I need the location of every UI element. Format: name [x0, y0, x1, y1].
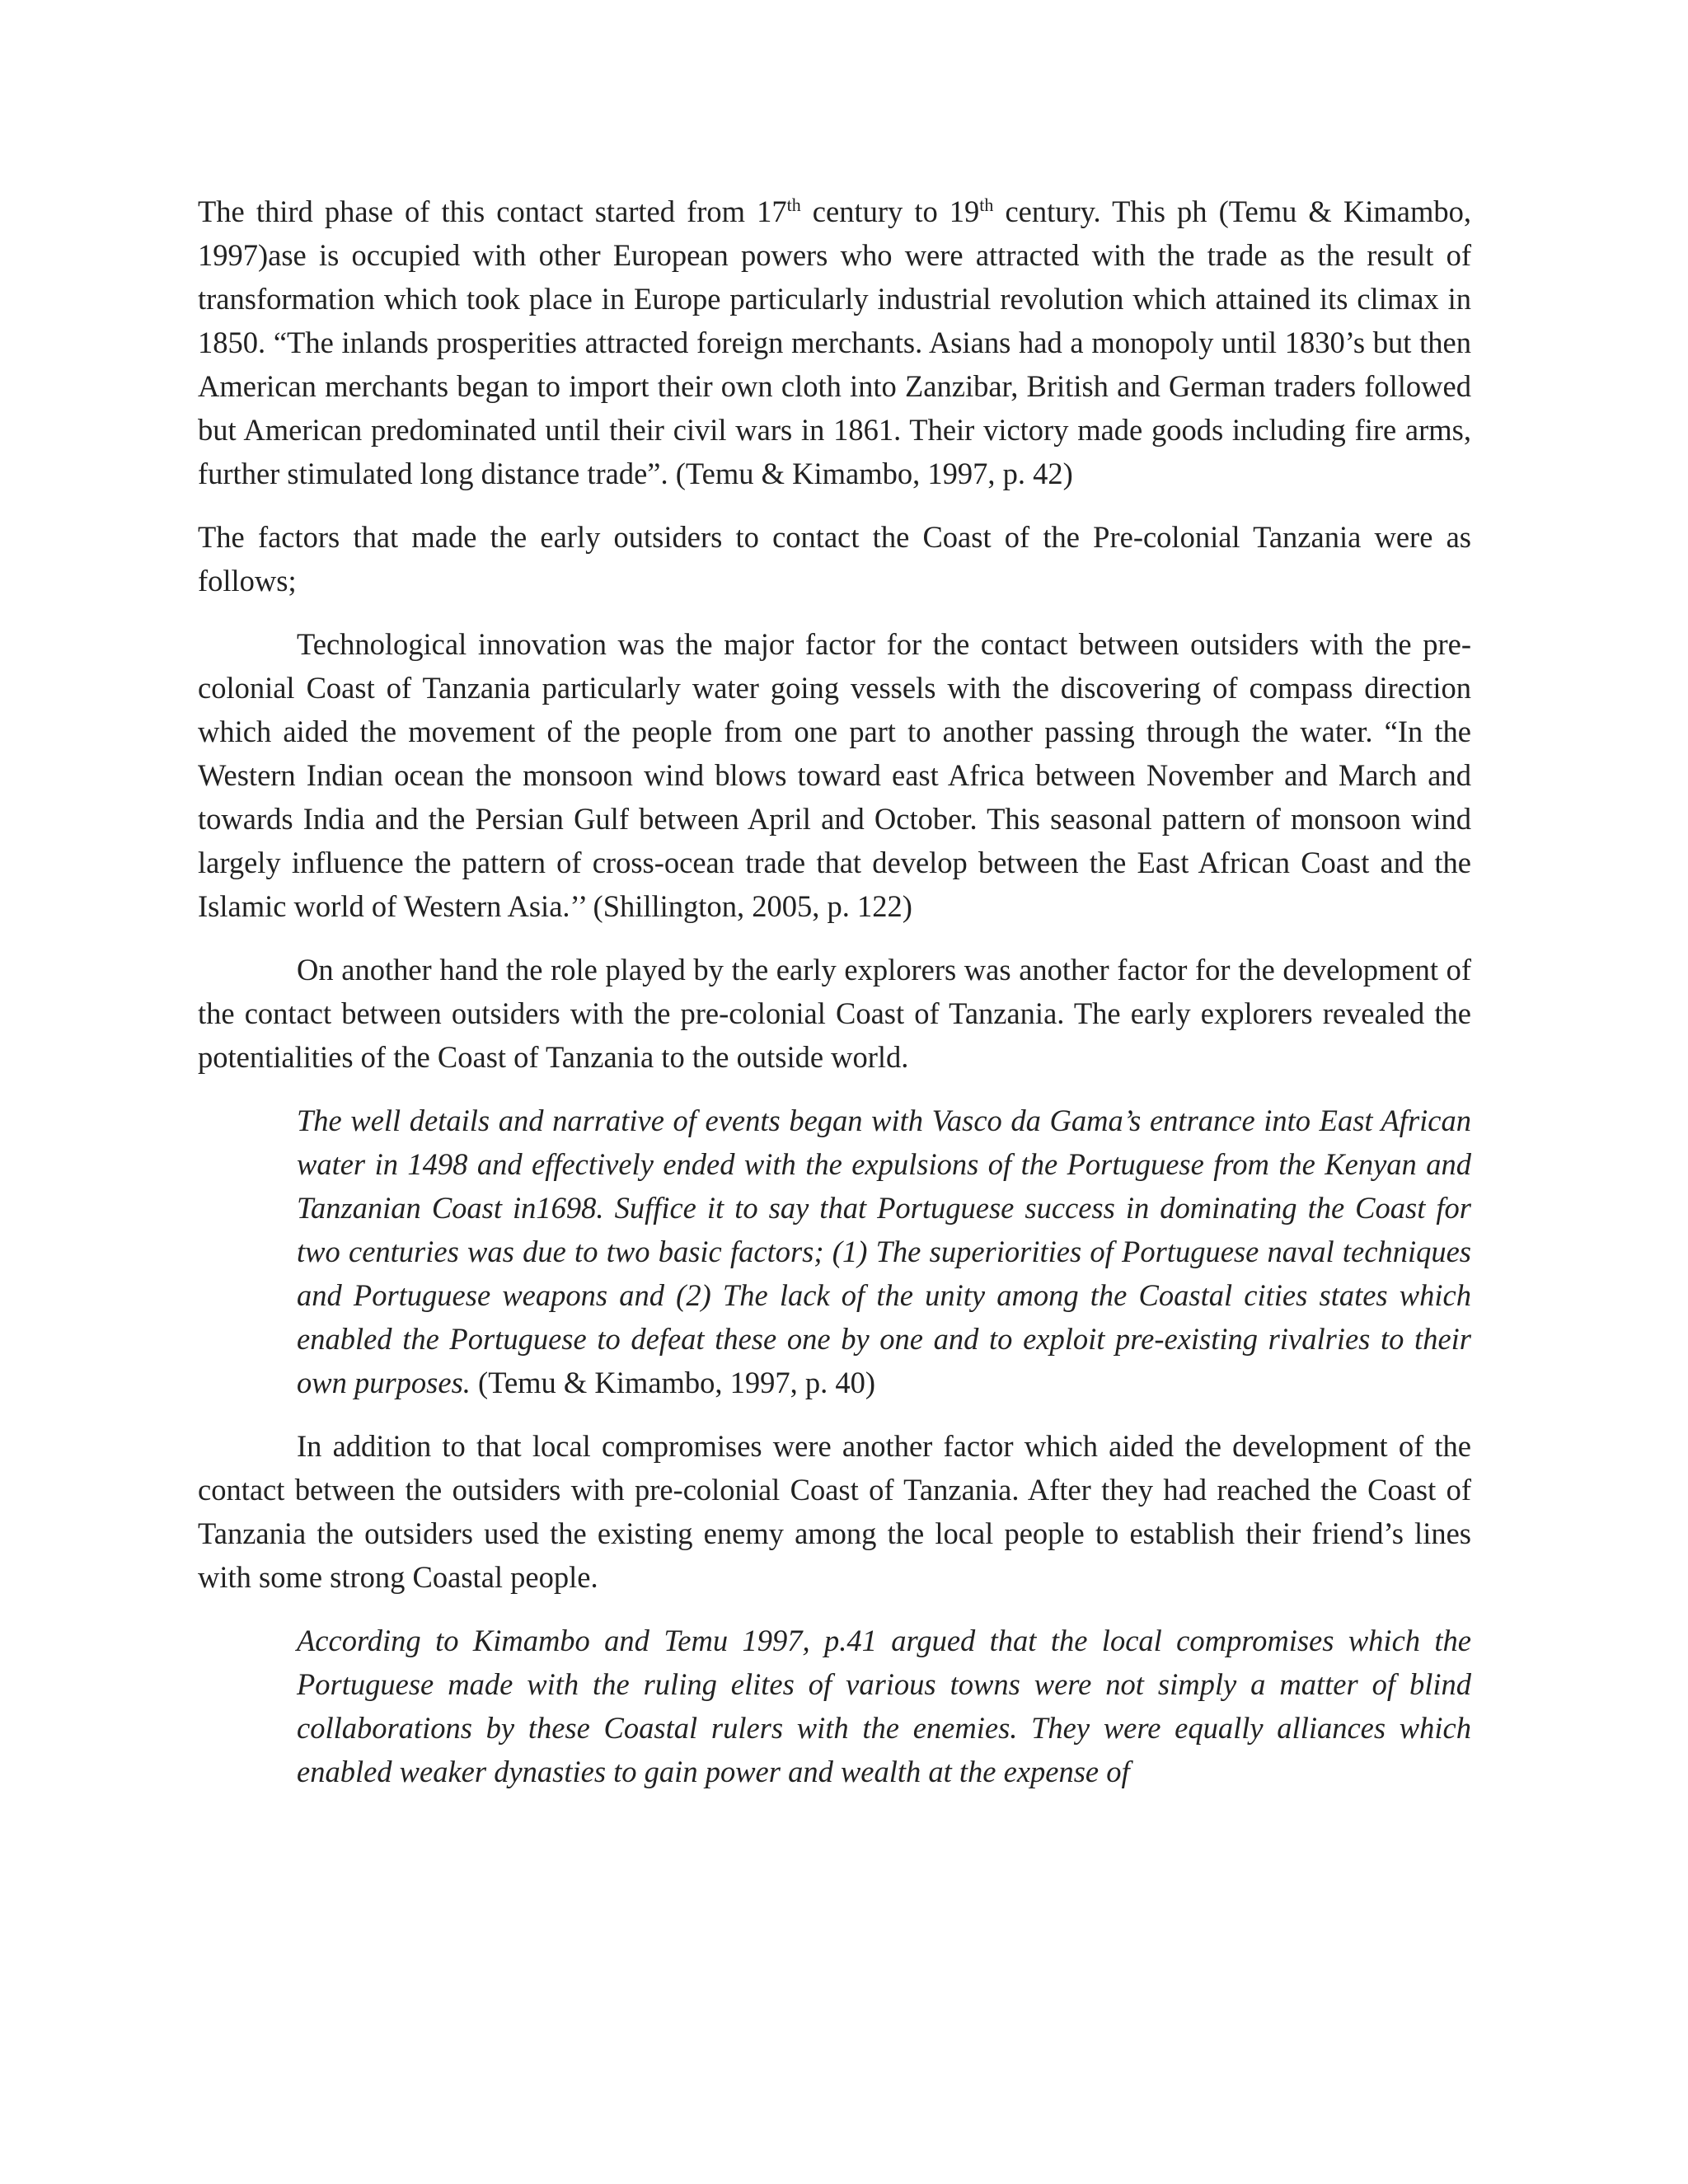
- block-quote-vasco-da-gama: [198, 1099, 1471, 1404]
- paragraph-text: century. This ph (Temu & Kimambo, 1997)ase is occupied with other European powers who were attracted with the trade as the result of transformation which took place in Europe particularly industrial revolution which attained its climax in 1850. “The inlands prosperities attracted foreign merchants. Asians had a monopoly until 1830’s but then American merchants began to import their own cloth into Zanzibar, British and German traders followed but American predominated until their civil wars in 1861. Their victory made goods including fire arms, further stimulated long distance trade”. (Temu & Kimambo, 1997, p. 42): [198, 194, 1471, 490]
- superscript: th: [979, 194, 994, 215]
- paragraph-technological-innovation: Technological innovation was the major factor for the contact between outsiders with the pre-colonial Coast of Tanzania particularly water going vessels with the discovering of compass direction which aided the movement of the people from one part to another passing through the water. “In the Western Indian ocean the monsoon wind blows toward east Africa between November and March and towards India and the Persian Gulf between April and October. This seasonal pattern of monsoon wind largely influence the pattern of cross-ocean trade that develop between the East African Coast and the Islamic world of Western Asia.’’ (Shillington, 2005, p. 122): [198, 627, 1471, 923]
- paragraph-third-phase: [198, 190, 1471, 495]
- paragraph-text: The third phase of this contact started from 17: [198, 194, 787, 228]
- block-quote-kimambo-temu: According to Kimambo and Temu 1997, p.41 argued that the local compromises which the Portuguese made with the ruling elites of various towns were not simply a matter of blind collaborations by these Coastal rulers with the enemies. They were equally alliances which enabled weaker dynasties to gain power and wealth at the expense of: [297, 1624, 1471, 1788]
- paragraph-early-explorers: On another hand the role played by the early explorers was another factor for the development of the contact between outsiders with the pre-colonial Coast of Tanzania. The early explorers revealed the potentialities of the Coast of Tanzania to the outside world.: [198, 953, 1471, 1074]
- superscript: th: [786, 194, 801, 215]
- paragraph-local-compromises: In addition to that local compromises were another factor which aided the development of the contact between the outsiders with pre-colonial Coast of Tanzania. After they had reached the Coast of Tanzania the outsiders used the existing enemy among the local people to establish their friend’s lines with some strong Coastal people.: [198, 1429, 1471, 1594]
- quote-citation: (Temu & Kimambo, 1997, p. 40): [470, 1366, 876, 1399]
- document-page: [198, 190, 1471, 1813]
- paragraph-factors-intro: The factors that made the early outsiders to contact the Coast of the Pre-colonial Tanzania were as follows;: [198, 520, 1471, 598]
- quote-text: The well details and narrative of events began with Vasco da Gama’s entrance into East African water in 1498 and effectively ended with the expulsions of the Portuguese from the Kenyan and Tanzanian Coast in1698. Suffice it to say that Portuguese success in dominating the Coast for two centuries was due to two basic factors; (1) The superiorities of Portuguese naval techniques and Portuguese weapons and (2) The lack of the unity among the Coastal cities states which enabled the Portuguese to defeat these one by one and to exploit pre-existing rivalries to their own purposes.: [297, 1104, 1471, 1399]
- paragraph-text: century to 19: [800, 194, 980, 228]
